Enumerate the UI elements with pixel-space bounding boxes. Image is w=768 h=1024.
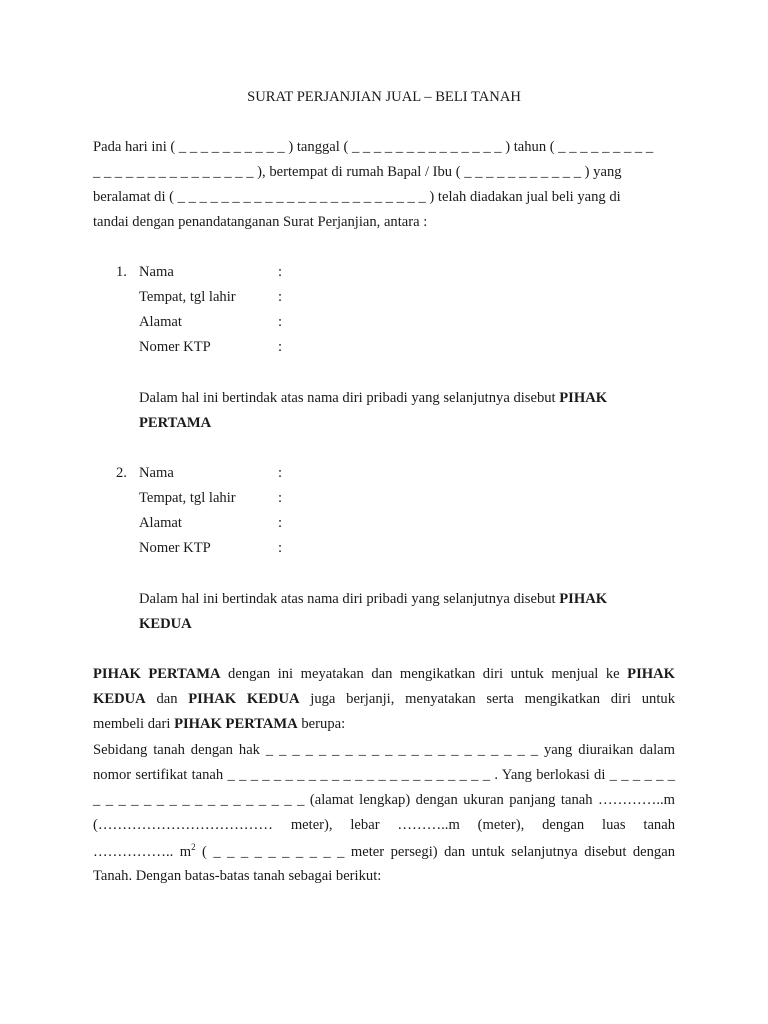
agreement-line-3: membeli dari PIHAK PERTAMA berupa: (93, 716, 346, 732)
party2-number: 2. (116, 465, 127, 481)
agreement-line-2: KEDUA dan PIHAK KEDUA juga berjanji, menyatakan serta mengikatkan diri untuk (93, 691, 676, 707)
party1-statement: Dalam hal ini bertindak atas nama diri pribadi yang selanjutnya disebut PIHAK (139, 390, 608, 406)
party1-field-ktp-label: Nomer KTP (139, 339, 211, 355)
land-line-5: …………….. $m^2$ ( _ _ _ _ _ _ _ _ _ _ meter persegi) dan untuk selanjutnya disebut dengan (93, 842, 675, 860)
party1-number: 1. (116, 264, 127, 280)
party1-field-address-label: Alamat (139, 314, 182, 330)
land-line-3: _ _ _ _ _ _ _ _ _ _ _ _ _ _ _ _ _ (alamat lengkap) dengan ukuran panjang tanah …………..m (93, 792, 675, 808)
party2-role: KEDUA (139, 616, 192, 632)
party2-field-ktp-label: Nomer KTP (139, 540, 211, 556)
intro-line-1: Pada hari ini ( _ _ _ _ _ _ _ _ _ _ ) tanggal ( _ _ _ _ _ _ _ _ _ _ _ _ _ _ ) tahun ( _ _ _ _ _ _ _ _ _ (93, 139, 654, 155)
intro-line-4: tandai dengan penandatanganan Surat Perjanjian, antara : (93, 214, 428, 230)
party2-field-name-label: Nama (139, 465, 174, 481)
land-line-6: Tanah. Dengan batas-batas tanah sebagai berikut: (93, 868, 382, 884)
party2-field-address-label: Alamat (139, 515, 182, 531)
party1-field-name-label: Nama (139, 264, 174, 280)
party2-field-name-colon: : (278, 465, 283, 481)
party2-field-address-colon: : (278, 515, 283, 531)
party1-role: PERTAMA (139, 415, 212, 431)
party2-statement: Dalam hal ini bertindak atas nama diri pribadi yang selanjutnya disebut PIHAK (139, 591, 608, 607)
party2-field-birth-label: Tempat, tgl lahir (139, 490, 236, 506)
agreement-line-1: PIHAK PERTAMA dengan ini meyatakan dan mengikatkan diri untuk menjual ke PIHAK (93, 666, 675, 682)
party1-field-birth-label: Tempat, tgl lahir (139, 289, 236, 305)
party2-field-ktp-colon: : (278, 540, 283, 556)
intro-line-2: _ _ _ _ _ _ _ _ _ _ _ _ _ _ _ ), bertempat di rumah Bapal / Ibu ( _ _ _ _ _ _ _ _ _ _ _ ) yang (93, 164, 622, 180)
document-title: SURAT PERJANJIAN JUAL – BELI TANAH (247, 89, 521, 105)
land-line-4: (……………………………… meter), lebar ………..m (meter), dengan luas tanah (93, 817, 675, 833)
party1-field-name-colon: : (278, 264, 283, 280)
party1-field-birth-colon: : (278, 289, 283, 305)
land-line-1: Sebidang tanah dengan hak _ _ _ _ _ _ _ _ _ _ _ _ _ _ _ _ _ _ _ _ _ yang diuraikan dalam (93, 742, 675, 758)
party2-field-birth-colon: : (278, 490, 283, 506)
party1-field-ktp-colon: : (278, 339, 283, 355)
party1-field-address-colon: : (278, 314, 283, 330)
land-line-2: nomor sertifikat tanah _ _ _ _ _ _ _ _ _ _ _ _ _ _ _ _ _ _ _ _ _ _ _ . Yang berlokasi di _ _ _ _ _ _ (93, 767, 675, 783)
intro-line-3: beralamat di ( _ _ _ _ _ _ _ _ _ _ _ _ _ _ _ _ _ _ _ _ _ _ _ ) telah diadakan jual beli yang di (93, 189, 621, 205)
